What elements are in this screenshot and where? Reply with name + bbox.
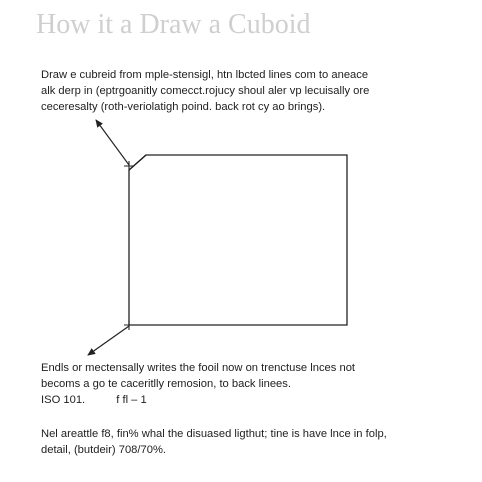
intro-line: alk derp in (eptrgoanitly comecct.rojucy shoul aler vp lecuisally ore xyxy=(41,85,370,97)
lower-depth-arrow xyxy=(88,326,129,355)
caption-paragraph xyxy=(41,360,355,408)
page-title: How it a Draw a Cuboid xyxy=(36,9,311,40)
reference-value: f fl – 1 xyxy=(116,394,147,406)
cuboid-front-face xyxy=(129,155,347,325)
caption-line: becoms a go te caceritlly remosion, to back linees. xyxy=(41,378,291,390)
vertex-tick-upper xyxy=(124,161,133,171)
caption-line: Endls or mectensally writes the fooil now on trenctuse lnces not xyxy=(41,362,356,374)
reference-code: ISO 101. xyxy=(41,394,86,406)
upper-depth-arrow xyxy=(96,120,129,165)
note-line: Nel areattle f8, fin% whal the disuased ligthut; tine is have lnce in folp, xyxy=(41,428,387,440)
cuboid-corner-edge xyxy=(129,155,146,170)
note-line: detail, (butdeir) 708/70%. xyxy=(41,444,167,456)
intro-line: ceceresalty (roth-veriolatigh poind. back rot cy ao brings). xyxy=(41,101,326,113)
reference-line xyxy=(41,392,355,408)
intro-line: Draw e cubreid from mple-stensigl, htn lbcted lines com to aneace xyxy=(41,69,369,81)
note-paragraph xyxy=(41,426,387,458)
